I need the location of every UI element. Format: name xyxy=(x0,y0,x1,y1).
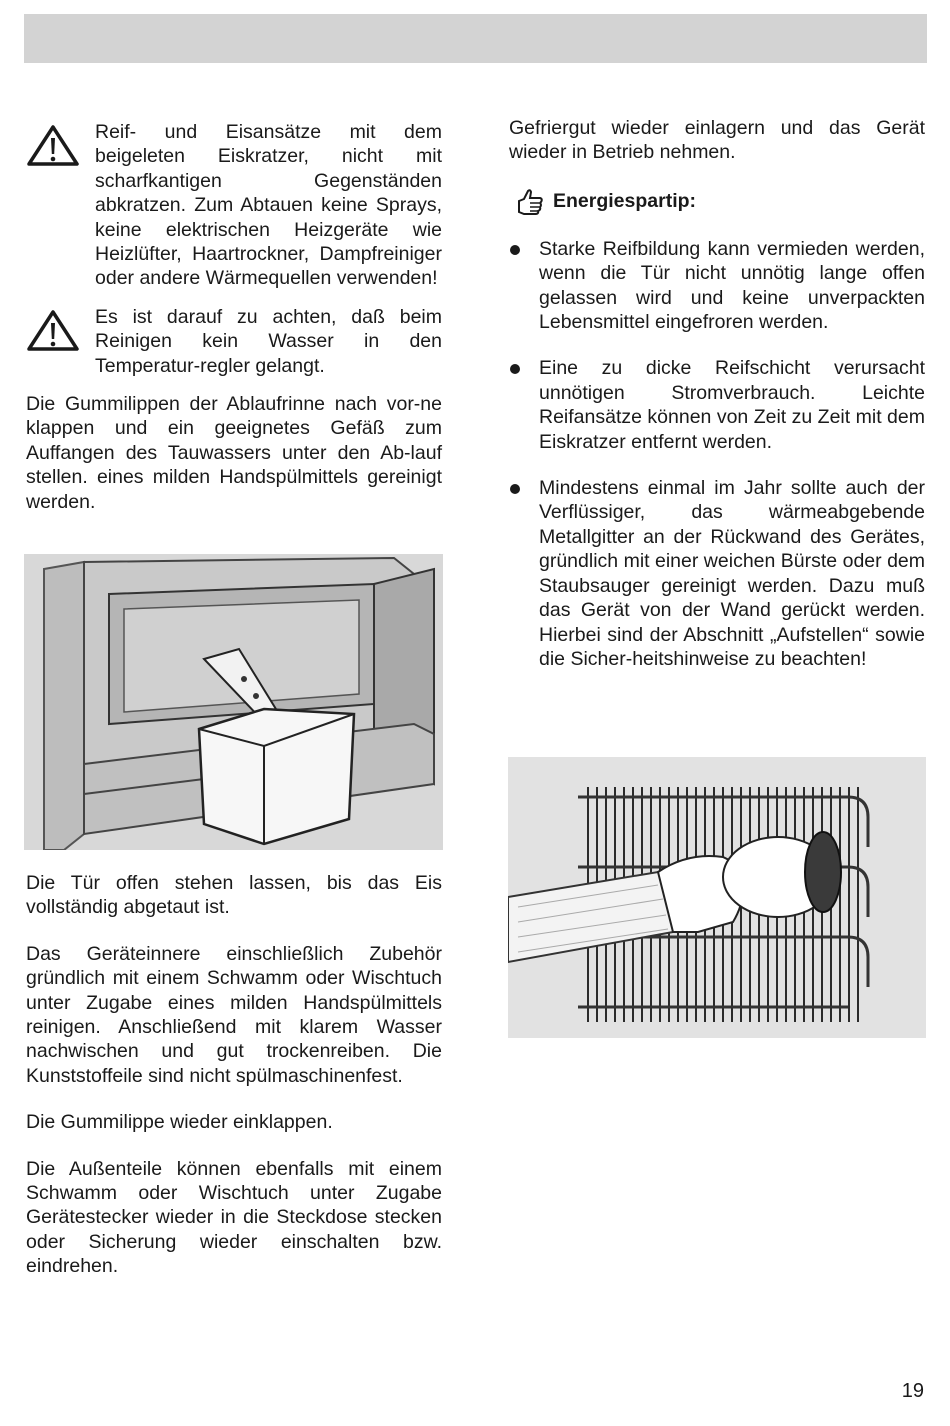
paragraph-restart: Gefriergut wieder einlagern und das Gerät wieder in Betrieb nehmen. xyxy=(509,117,925,164)
bullet-text: Starke Reifbildung kann vermieden werden, wenn die Tür nicht unnötig lange offen gelassen wird und keine unverpackten Lebensmittel eingefroren werden. xyxy=(539,237,925,334)
bullet-text: Mindestens einmal im Jahr sollte auch der Verflüssiger, das wärmeabgebende Metallgitter an der Rückwand des Gerätes, gründlich mit einer weichen Bürste oder dem Staubsauger gereinigt werden. Dazu muß das Gerät von der Wand gerückt werden. Hierbei sind der Abschnitt „Aufstellen“ sowie die Sicher-heitshinweise zu beachten! xyxy=(539,477,925,670)
bullet-dot-icon xyxy=(510,484,520,494)
energy-tip-title: Energiespartip: xyxy=(553,190,697,213)
paragraph-exterior: Die Außenteile können ebenfalls mit einem Schwamm oder Wischtuch unter Zugabe Gerätestecker wieder in die Steckdose stecken oder Sicherung wieder einschalten bzw. eindrehen. xyxy=(26,1157,442,1278)
warning-text-1: Reif- und Eisansätze mit dem beigeleten Eiskratzer, nicht mit scharfkantigen Gegenständen abkratzen. Zum Abtauen keine Sprays, keine elektrischen Heizgeräte wie Heizlüfter, Haartrockner, Dampfreiniger oder andere Wärmequellen verwenden! xyxy=(95,121,442,290)
left-column-lower xyxy=(26,871,442,1279)
energy-tip-heading xyxy=(515,187,925,217)
bullet-item xyxy=(509,237,925,335)
warning-block-1 xyxy=(26,120,442,291)
warning-triangle-icon xyxy=(26,124,80,168)
paragraph-drain: Die Gummilippen der Ablaufrinne nach vor-ne klappen und ein geeignetes Gefäß zum Auffangen des Tauwassers unter den Ab-lauf stellen. eines milden Handspülmittels gereinigt werden. xyxy=(26,393,442,513)
paragraph-fold-lip: Die Gummilippe wieder einklappen. xyxy=(26,1111,333,1134)
page-number: 19 xyxy=(901,1380,924,1402)
bullet-item xyxy=(509,476,925,671)
illustration-drain-container xyxy=(24,554,443,850)
right-column xyxy=(509,116,925,671)
warning-triangle-icon xyxy=(26,309,80,353)
bullet-item xyxy=(509,356,925,454)
header-bar xyxy=(24,14,927,63)
bullet-text: Eine zu dicke Reifschicht verursacht unnötigen Stromverbrauch. Leichte Reifansätze können von Zeit zu Zeit mit dem Eiskratzer entfernt werden. xyxy=(539,357,925,453)
warning-block-2 xyxy=(26,305,442,378)
bullet-dot-icon xyxy=(510,364,520,374)
paragraph-door-open: Die Tür offen stehen lassen, bis das Eis vollständig abgetaut ist. xyxy=(26,872,442,919)
warning-text-2: Es ist darauf zu achten, daß beim Reinigen kein Wasser in den Temperatur-regler gelangt. xyxy=(95,305,442,377)
left-column xyxy=(26,120,442,514)
paragraph-interior-cleaning: Das Geräteinnere einschließlich Zubehör gründlich mit einem Schwamm oder Wischtuch unter Zugabe eines milden Handspülmittels reinigen. Anschließend mit klarem Wasser nachwischen und gut trockenreiben. Die Kunststoffeile sind nicht spülmaschinenfest. xyxy=(26,942,442,1087)
bullet-dot-icon xyxy=(510,245,520,255)
illustration-condenser-brush xyxy=(508,757,926,1038)
pointing-hand-icon xyxy=(515,187,545,217)
